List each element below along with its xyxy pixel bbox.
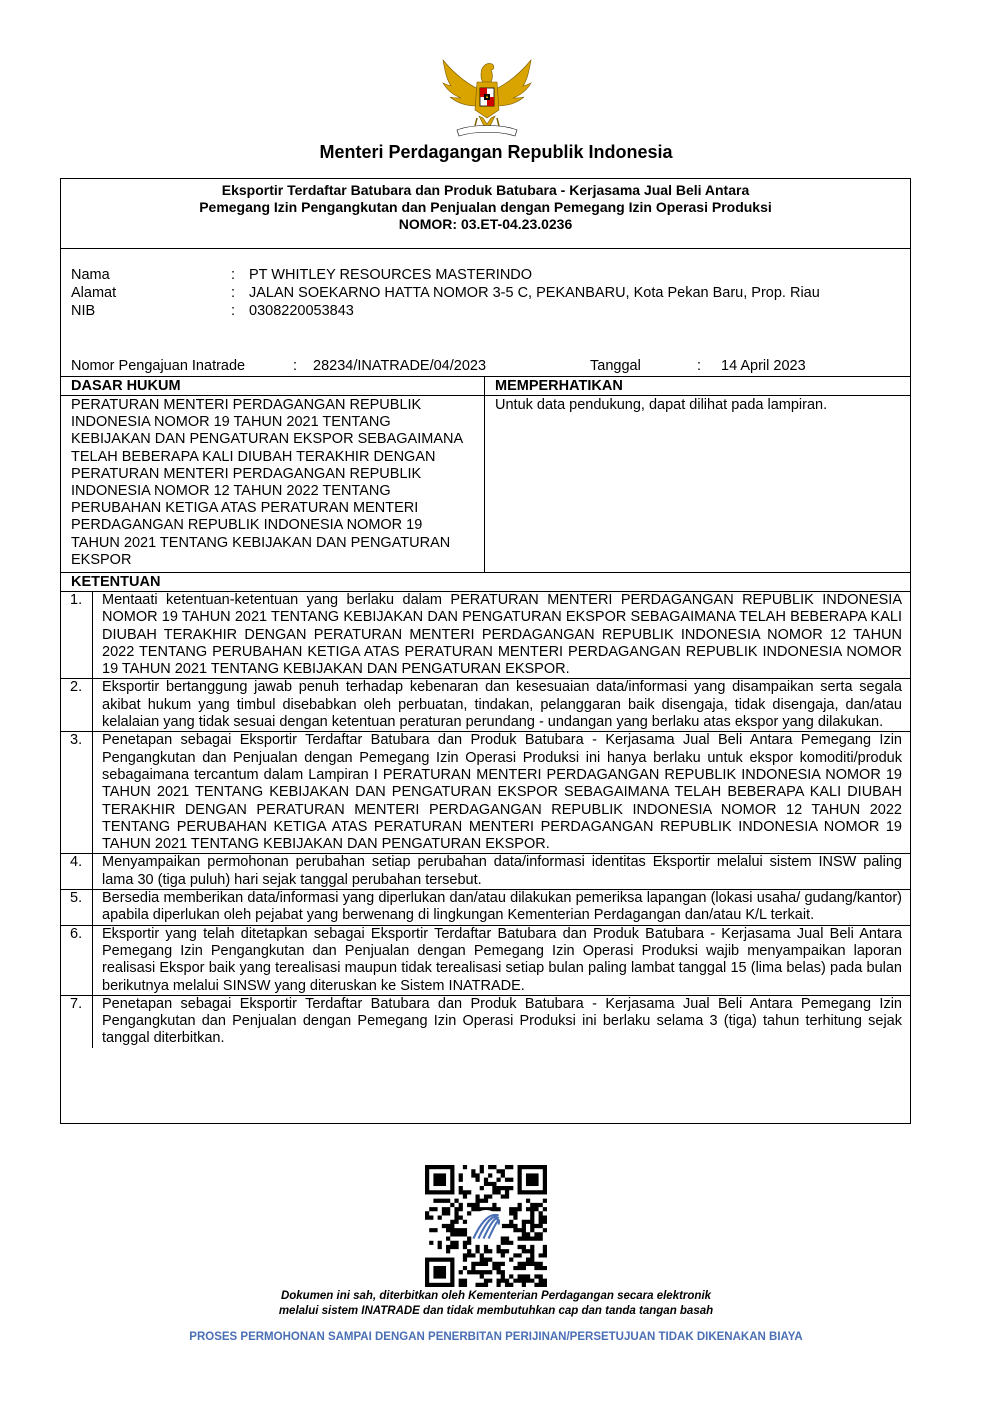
item-text: Bersedia memberikan data/informasi yang diperlukan dan/atau dilakukan pemeriksa lapangan (lokasi usaha/ gudang/kantor) apabila diperlukan oleh pejabat yang berwenang di lingkungan Kementerian Perdagangan dan/atau K/L terkait. <box>102 890 902 924</box>
item-number: 1. <box>61 592 93 678</box>
item-text: Mentaati ketentuan-ketentuan yang berlaku dalam PERATURAN MENTERI PERDAGANGAN REPUBLIK INDONESIA NOMOR 19 TAHUN 2021 TENTANG KEBIJAKAN DAN PENGATURAN EKSPOR SEBAGAIMANA TELAH BEBERAPA KALI DIUBAH TERAKHIR DENGAN PERATURAN MENTERI PERDAGANGAN REPUBLIK INDONESIA NOMOR 12 TAHUN 2022 TENTANG PERUBAHAN KETIGA ATAS PERATURAN MENTERI PERDAGANGAN REPUBLIK INDONESIA NOMOR 19 TAHUN 2021 TENTANG KEBIJAKAN DAN PENGATURAN EKSPOR. <box>102 592 902 678</box>
item-text: Menyampaikan permohonan perubahan setiap perubahan data/informasi identitas Eksportir melalui sistem INSW paling lama 30 (tiga puluh) hari sejak tanggal perubahan tersebut. <box>102 854 902 888</box>
title-line-1: Eksportir Terdaftar Batubara dan Produk Batubara - Kerjasama Jual Beli Antara <box>221 182 750 198</box>
item-text: Penetapan sebagai Eksportir Terdaftar Batubara dan Produk Batubara - Kerjasama Jual Beli Antara Pemegang Izin Pengangkutan dan Penjualan dengan Pemegang Izin Operasi Produksi ini hanya berlaku untuk ekspor komoditi/produk sebagaimana tercantum dalam Lampiran I PERATURAN MENTERI PERDAGANGAN REPUBLIK INDONESIA NOMOR 19 TAHUN 2021 TENTANG KEBIJAKAN DAN PENGATURAN EKSPOR SEBAGAIMANA TELAH BEBERAPA KALI DIUBAH TERAKHIR DENGAN PERATURAN MENTERI PERDAGANGAN REPUBLIK INDONESIA NOMOR 12 TAHUN 2022 TENTANG PERUBAHAN KETIGA ATAS PERATURAN MENTERI PERDAGANGAN REPUBLIK INDONESIA NOMOR 19 TAHUN 2021 TENTANG KEBIJAKAN DAN PENGATURAN EKSPOR. <box>102 732 902 853</box>
ketentuan-item <box>61 854 910 890</box>
submission-number: 28234/INATRADE/04/2023 <box>313 358 487 374</box>
document-frame <box>60 178 911 1124</box>
validity-note-line-1: Dokumen ini sah, diterbitkan oleh Kementerian Perdagangan secara elektronik <box>280 1290 712 1302</box>
provisions-table <box>61 376 910 1048</box>
item-text: Eksportir yang telah ditetapkan sebagai Eksportir Terdaftar Batubara dan Produk Batubara - Kerjasama Jual Beli Antara Pemegang Izin Pengangkutan dan Penjualan dengan Pemegang Izin Operasi Produksi wajib menyampaikan laporan realisasi Ekspor baik yang terealisasi maupun tidak terealisasi setiap bulan paling lambat tanggal 15 (lima belas) pada bulan berikutnya melalui SINSW yang diteruskan ke Sistem INATRADE. <box>102 925 902 994</box>
garuda-emblem-icon <box>437 52 537 142</box>
document-number: NOMOR: 03.ET-04.23.0236 <box>398 216 573 232</box>
qr-code-icon[interactable] <box>425 1165 547 1287</box>
colon: : <box>231 303 236 319</box>
alamat-label: Alamat <box>71 285 117 301</box>
alamat-row <box>71 285 899 302</box>
ketentuan-item <box>61 732 910 854</box>
item-number: 7. <box>61 996 93 1048</box>
date-value: 14 April 2023 <box>721 358 806 374</box>
ketentuan-header: KETENTUAN <box>61 573 910 592</box>
ketentuan-list <box>61 592 910 1048</box>
item-number: 5. <box>61 890 93 925</box>
submission-row <box>71 358 901 374</box>
item-text: Eksportir bertanggung jawab penuh terhadap kebenaran dan kesesuaian data/informasi yang disampaikan serta segala akibat hukum yang timbul disebabkan oleh perbuatan, tindakan, pelanggaran baik disengaja, tidak disengaja, dan/atau kelalaian yang tidak sesuai dengan ketentuan peraturan perundang - undangan yang berlaku atas ekspor yang dilakukan. <box>102 679 902 731</box>
identity-block <box>71 267 899 321</box>
item-text: Penetapan sebagai Eksportir Terdaftar Batubara dan Produk Batubara - Kerjasama Jual Beli Antara Pemegang Izin Pengangkutan dan Penjualan dengan Pemegang Izin Operasi Produksi ini berlaku selama 3 (tiga) tahun terhitung sejak tanggal diterbitkan. <box>102 995 902 1047</box>
nama-value: PT WHITLEY RESOURCES MASTERINDO <box>249 267 533 283</box>
memperhatikan-text: Untuk data pendukung, dapat dilihat pada lampiran. <box>495 397 828 413</box>
dasar-hukum-header: DASAR HUKUM <box>61 377 485 395</box>
item-number: 3. <box>61 732 93 853</box>
table-header-row <box>61 377 910 396</box>
ketentuan-item <box>61 679 910 732</box>
submission-label: Nomor Pengajuan Inatrade <box>71 358 246 374</box>
colon: : <box>231 285 236 301</box>
colon: : <box>231 267 236 283</box>
ministry-title: Menteri Perdagangan Republik Indonesia <box>319 142 673 162</box>
nama-row <box>71 267 899 284</box>
title-line-2: Pemegang Izin Pengangkutan dan Penjualan dengan Pemegang Izin Operasi Produksi <box>199 199 772 215</box>
ketentuan-item <box>61 890 910 926</box>
nib-row <box>71 303 899 320</box>
item-number: 6. <box>61 926 93 995</box>
document-title <box>61 179 910 249</box>
date-label: Tanggal <box>590 358 641 374</box>
ketentuan-item <box>61 592 910 679</box>
colon: : <box>697 358 702 374</box>
nama-label: Nama <box>71 267 110 283</box>
memperhatikan-header: MEMPERHATIKAN <box>495 378 623 394</box>
item-number: 2. <box>61 679 93 731</box>
ketentuan-item <box>61 996 910 1048</box>
item-number: 4. <box>61 854 93 889</box>
ketentuan-item <box>61 926 910 996</box>
table-body-row <box>61 396 910 573</box>
nib-value: 0308220053843 <box>249 303 354 319</box>
free-of-charge-note: PROSES PERMOHONAN SAMPAI DENGAN PENERBITAN PERIJINAN/PERSETUJUAN TIDAK DIKENAKAN BIAYA <box>189 1331 803 1343</box>
colon: : <box>293 358 298 374</box>
validity-note <box>0 1289 992 1318</box>
validity-note-line-2: melalui sistem INATRADE dan tidak membutuhkan cap dan tanda tangan basah <box>278 1304 714 1317</box>
alamat-value: JALAN SOEKARNO HATTA NOMOR 3-5 C, PEKANBARU, Kota Pekan Baru, Prop. Riau <box>249 285 820 301</box>
dasar-hukum-text: PERATURAN MENTERI PERDAGANGAN REPUBLIK INDONESIA NOMOR 19 TAHUN 2021 TENTANG KEBIJAKAN DAN PENGATURAN EKSPOR SEBAGAIMANA TELAH BEBERAPA KALI DIUBAH TERAKHIR DENGAN PERATURAN MENTERI PERDAGANGAN REPUBLIK INDONESIA NOMOR 12 TAHUN 2022 TENTANG PERUBAHAN KETIGA ATAS PERATURAN MENTERI PERDAGANGAN REPUBLIK INDONESIA NOMOR 19 TAHUN 2021 TENTANG KEBIJAKAN DAN PENGATURAN EKSPOR <box>61 396 485 572</box>
nib-label: NIB <box>71 303 96 319</box>
